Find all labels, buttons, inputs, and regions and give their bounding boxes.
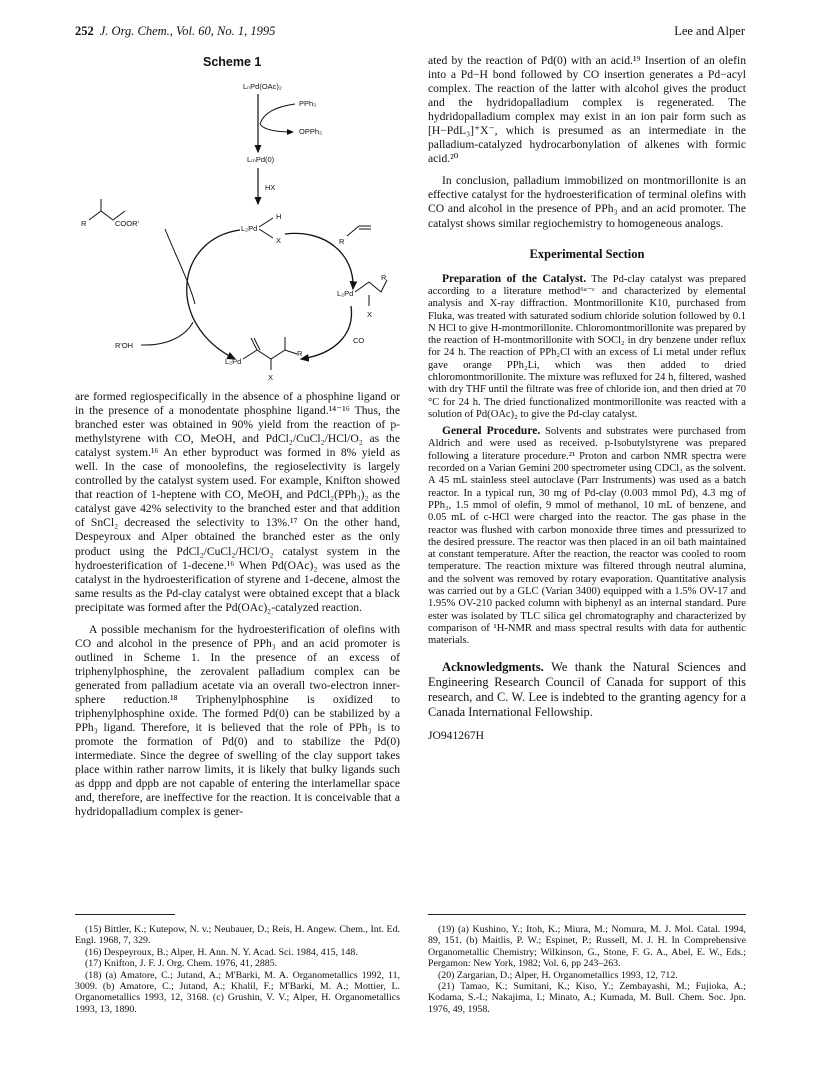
arrow-pph3-in <box>260 104 295 124</box>
section-heading: Experimental Section <box>529 246 645 261</box>
paragraph-body: We thank the Natural Sciences and Engineering Research Council of Canada for support of this research, and C. W. Lee is indebted to the granting agency for a Canada International Fellowship. <box>428 659 747 719</box>
label-pd-oac: LₙPd(OAc)₂ <box>243 82 282 91</box>
running-header <box>75 24 745 44</box>
paragraph: are formed regiospecifically in the absence of a phosphine ligand or in the presence of a monodentate phosphine ligand.¹⁴⁻¹⁶ Thus, the branched ester was obtained in 90% yield from the reaction of p-methylstyrene with CO, MeOH, and PdCl₂/CuCl₂/HCl/O₂ as the catalyst system.¹⁶ An ether byproduct was formed in 8% yield as well. In the case of monoolefins, the regioselectivity is largely controlled by the catalyst system used. For example, Knifton showed that reaction of 1-heptene with CO, MeOH, and PdCl₂(PPh₃)₂ as the catalyst gave 42% selectivity to the branched ester and that addition of SnCl₂ decreased the selectivity to 13%.¹⁷ On the other hand, Despeyroux and Alper obtained the branched ester as the only product using the PdCl₂/CuCl₂/HCl/O₂ catalyst system in the hydroesterification of 1-decene.¹⁶ When Pd(OAc)₂ was used as the catalyst in the hydroesterification of styrene and 1-decene, almost the same results as the Pd-clay catalyst were obtained except that a black precipitate was formed after the Pd(OAc)₂-catalyzed reaction. <box>75 390 400 614</box>
reference-item: (15) Bittler, K.; Kutepow, N. v.; Neubauer, D.; Reis, H. Angew. Chem., Int. Ed. Engl. 1968, 7, 329. <box>75 924 400 947</box>
references-right <box>428 924 746 1015</box>
paragraph: A possible mechanism for the hydroesterification of olefins with CO and alcohol in the presence of PPh₃ and an acid promoter is outlined in Scheme 1. In the presence of an excess of triphenylphosphine, the zerovalent palladium complex can be generated from palladium acetate via an overall two-electron inner-sphere reduction.¹⁸ Triphenylphosphine is oxidized to triphenylphosphine oxide. The formed Pd(0) can be stabilized by a PPh₃ ligand. Therefore, it is believed that the role of PPh₃ is to promote the formation of Pd(0) and to stabilize the Pd(0) intermediate. Since the degree of swelling of the clay support takes place within rather narrow limits, it is likely that bulky ligands such as dppp and dppb are not capable of entering the interlamellar space and, therefore, are ineffective for the reaction. It is conceivable that a hydridopalladium complex is gener- <box>75 622 400 819</box>
arrow-roh-in <box>141 322 193 345</box>
header-left <box>75 24 275 39</box>
footnote-rule-left <box>75 914 175 915</box>
bond-pd-h <box>259 218 273 227</box>
label-x-top: X <box>276 236 282 245</box>
acknowledgments <box>428 660 746 743</box>
label-opph3: OPPh₃ <box>299 127 323 136</box>
cycle-arc-left <box>187 230 240 359</box>
label-r-bottom: R <box>297 349 303 358</box>
scheme-1-figure <box>75 54 405 384</box>
paragraph-body: The Pd-clay catalyst was prepared according to a literature method⁶ᵃ⁻ᶜ and characterized by elemental analysis and X-ray diffraction. Montmorillonite K10, purchased from Fluka, was treated with saturated sodium chloride solution followed by 0.1 N HCl to give H-montmorillonite. Chloromontmorillonite was prepared by the reaction of H-montmorillonite with SOCl₂ in dry benzene under reflux for 24 h. The reaction of PPh₂Cl with an excess of Li metal under reflux gave orange PPh₂Li, which was then added to dried chloromontmorillonite. The mixture was refluxed for 24 h, filtered, washed with dry THF until the filtrate was free of chloride ion, and then dried at 70 °C for 24 h. The dried functionalized montmorillonite was reacted with a solution of Pd(OAc)₂ to give the Pd-clay catalyst. <box>428 273 746 420</box>
paragraph <box>428 660 746 720</box>
label-r-right: R <box>381 273 387 282</box>
author-names: Lee and Alper <box>674 24 745 38</box>
run-in-heading: General Procedure. <box>442 425 541 438</box>
label-co: CO <box>353 336 365 345</box>
run-in-heading: Preparation of the Catalyst. <box>442 272 587 285</box>
paragraph: ated by the reaction of Pd(0) with an acid.¹⁹ Insertion of an olefin into a Pd−H bond followed by CO insertion generates a Pd−acyl complex. The reaction of the latter with alcohol gives the product and the hydridopalladium complex is regenerated. The hydridopalladium complex may exist in an ion pair form such as [H−PdL₃]⁺X⁻, which is presumed as an intermediate in the palladium-catalyzed hydrocarbonylation of alkenes with formic acid.²⁰ <box>428 54 746 166</box>
scheme-title: Scheme 1 <box>203 55 262 69</box>
acyl-carbonyl-2 <box>254 338 260 350</box>
paragraph: In conclusion, palladium immobilized on montmorillonite is an effective catalyst for the hydroesterification of terminal olefins with CO and alcohol in the presence of PPh₃ and an acid promoter. The catalyst shows similar regiochemistry to homogeneous analogs. <box>428 174 746 230</box>
reference-item: (16) Despeyroux, B.; Alper, H. Ann. N. Y. Acad. Sci. 1984, 415, 148. <box>85 946 358 958</box>
label-ester-coor: COOR' <box>115 219 139 228</box>
run-in-heading: Acknowledgments. <box>442 659 544 674</box>
acyl-carbonyl <box>251 338 257 350</box>
footnote-rule-right <box>428 914 746 915</box>
manuscript-code: JO941267H <box>428 728 485 742</box>
experimental-section <box>428 273 746 648</box>
label-pph3: PPh₃ <box>299 99 317 108</box>
reference-item: (19) (a) Kushino, Y.; Itoh, K.; Miura, M.; Nomura, M. J. Mol. Catal. 1994, 89, 151. (b) Maitlis, P. W.; Espinet, P.; Russell, M. J. H. In Comprehensive Organometallic Chemistry; Wilkinson, G., Stone, F. G. A., Abel, E. W., Eds.; Pergamon: New York, 1982; Vol. 6, pp 243–263. <box>428 924 746 970</box>
paragraph <box>428 273 746 422</box>
paragraph <box>428 425 746 647</box>
label-x-right: X <box>367 310 373 319</box>
references-left <box>75 924 400 1015</box>
page-number: 252 <box>75 24 94 38</box>
label-hx: HX <box>265 183 276 192</box>
paragraph-body: Solvents and substrates were purchased from Aldrich and were used as received. p-Isobutylstyrene was prepared following a literature procedure.²¹ Proton and carbon NMR spectra were recorded on a Varian Gemini 200 spectrometer using CDCl₃ as the solvent. A 45 mL stainless steel autoclave (Parr Instruments) was used as a batch reactor. In a typical run, 30 mg of Pd-clay (0.003 mmol Pd), 4.3 mg of PPh₃, 1.5 mmol of olefin, 9 mmol of methanol, 10 mL of benzene, and 0.05 mL of c-HCl were charged into the reactor. The gas phase in the reactor was flushed with carbon monoxide three times and pressurized to the desired pressure. The reactor was then placed in an oil bath maintained at constant temperature. After the reaction, the reactor was cooled to room temperature. The reaction mixture was filtered through neutral alumina, and the solvent was removed by rotary evaporation. Quantitative analysis was carried out by a GLC (Varian 3400) equipped with a 1.5% OV-17 and 1.95% OV-210 packed column with biphenyl as an internal standard. Pure ester was isolated by TLC silica gel chromatography and characterized by comparison of ¹H-NMR and mass spectral results with data for authentic materials. <box>428 426 746 647</box>
right-column <box>428 54 746 743</box>
olefin-skeleton <box>347 226 371 236</box>
cycle-arc-right-bottom <box>301 306 352 359</box>
label-olefin-r: R <box>339 237 345 246</box>
label-ester-r: R <box>81 219 87 228</box>
reference-item: (18) (a) Amatore, C.; Jutand, A.; M'Barki, M. A. Organometallics 1992, 11, 3009. (b) Amatore, C.; Jutand, A.; Khalil, F.; M'Barki, M. A.; Mottier, L. Organometallics 1993, 12, 3168. (c) Grushin, V. V.; Alper, H. Organometallics 1993, 13, 1890. <box>75 969 400 1015</box>
bond-pd-x <box>259 229 273 238</box>
label-l2pd-top: L₂Pd <box>241 224 258 233</box>
left-column <box>75 390 400 819</box>
reference-item: (20) Zargarian, D.; Alper, H. Organometallics 1993, 12, 712. <box>438 969 678 981</box>
catalytic-cycle-diagram <box>75 54 405 384</box>
reference-item: (17) Knifton, J. F. J. Org. Chem. 1976, 41, 2885. <box>85 958 278 970</box>
acyl-skeleton <box>243 350 297 359</box>
label-roh: R'OH <box>115 341 134 350</box>
label-x-bottom: X <box>268 373 274 382</box>
label-pd0: LₘPd(0) <box>247 155 275 164</box>
label-h: H <box>276 212 282 221</box>
arrow-opph3-out <box>260 124 293 132</box>
journal-citation: J. Org. Chem., Vol. 60, No. 1, 1995 <box>99 24 276 38</box>
reference-item: (21) Tamao, K.; Sumitani, K.; Kiso, Y.; Zembayashi, M.; Fujioka, A.; Kodama, S.-I.; Nakajima, I.; Minato, A.; Kumada, M. Bull. Chem. Soc. Jpn. 1976, 49, 1958. <box>428 981 746 1015</box>
label-l2pd-bottom: L₂Pd <box>225 357 242 366</box>
label-l2pd-right: L₂Pd <box>337 289 354 298</box>
